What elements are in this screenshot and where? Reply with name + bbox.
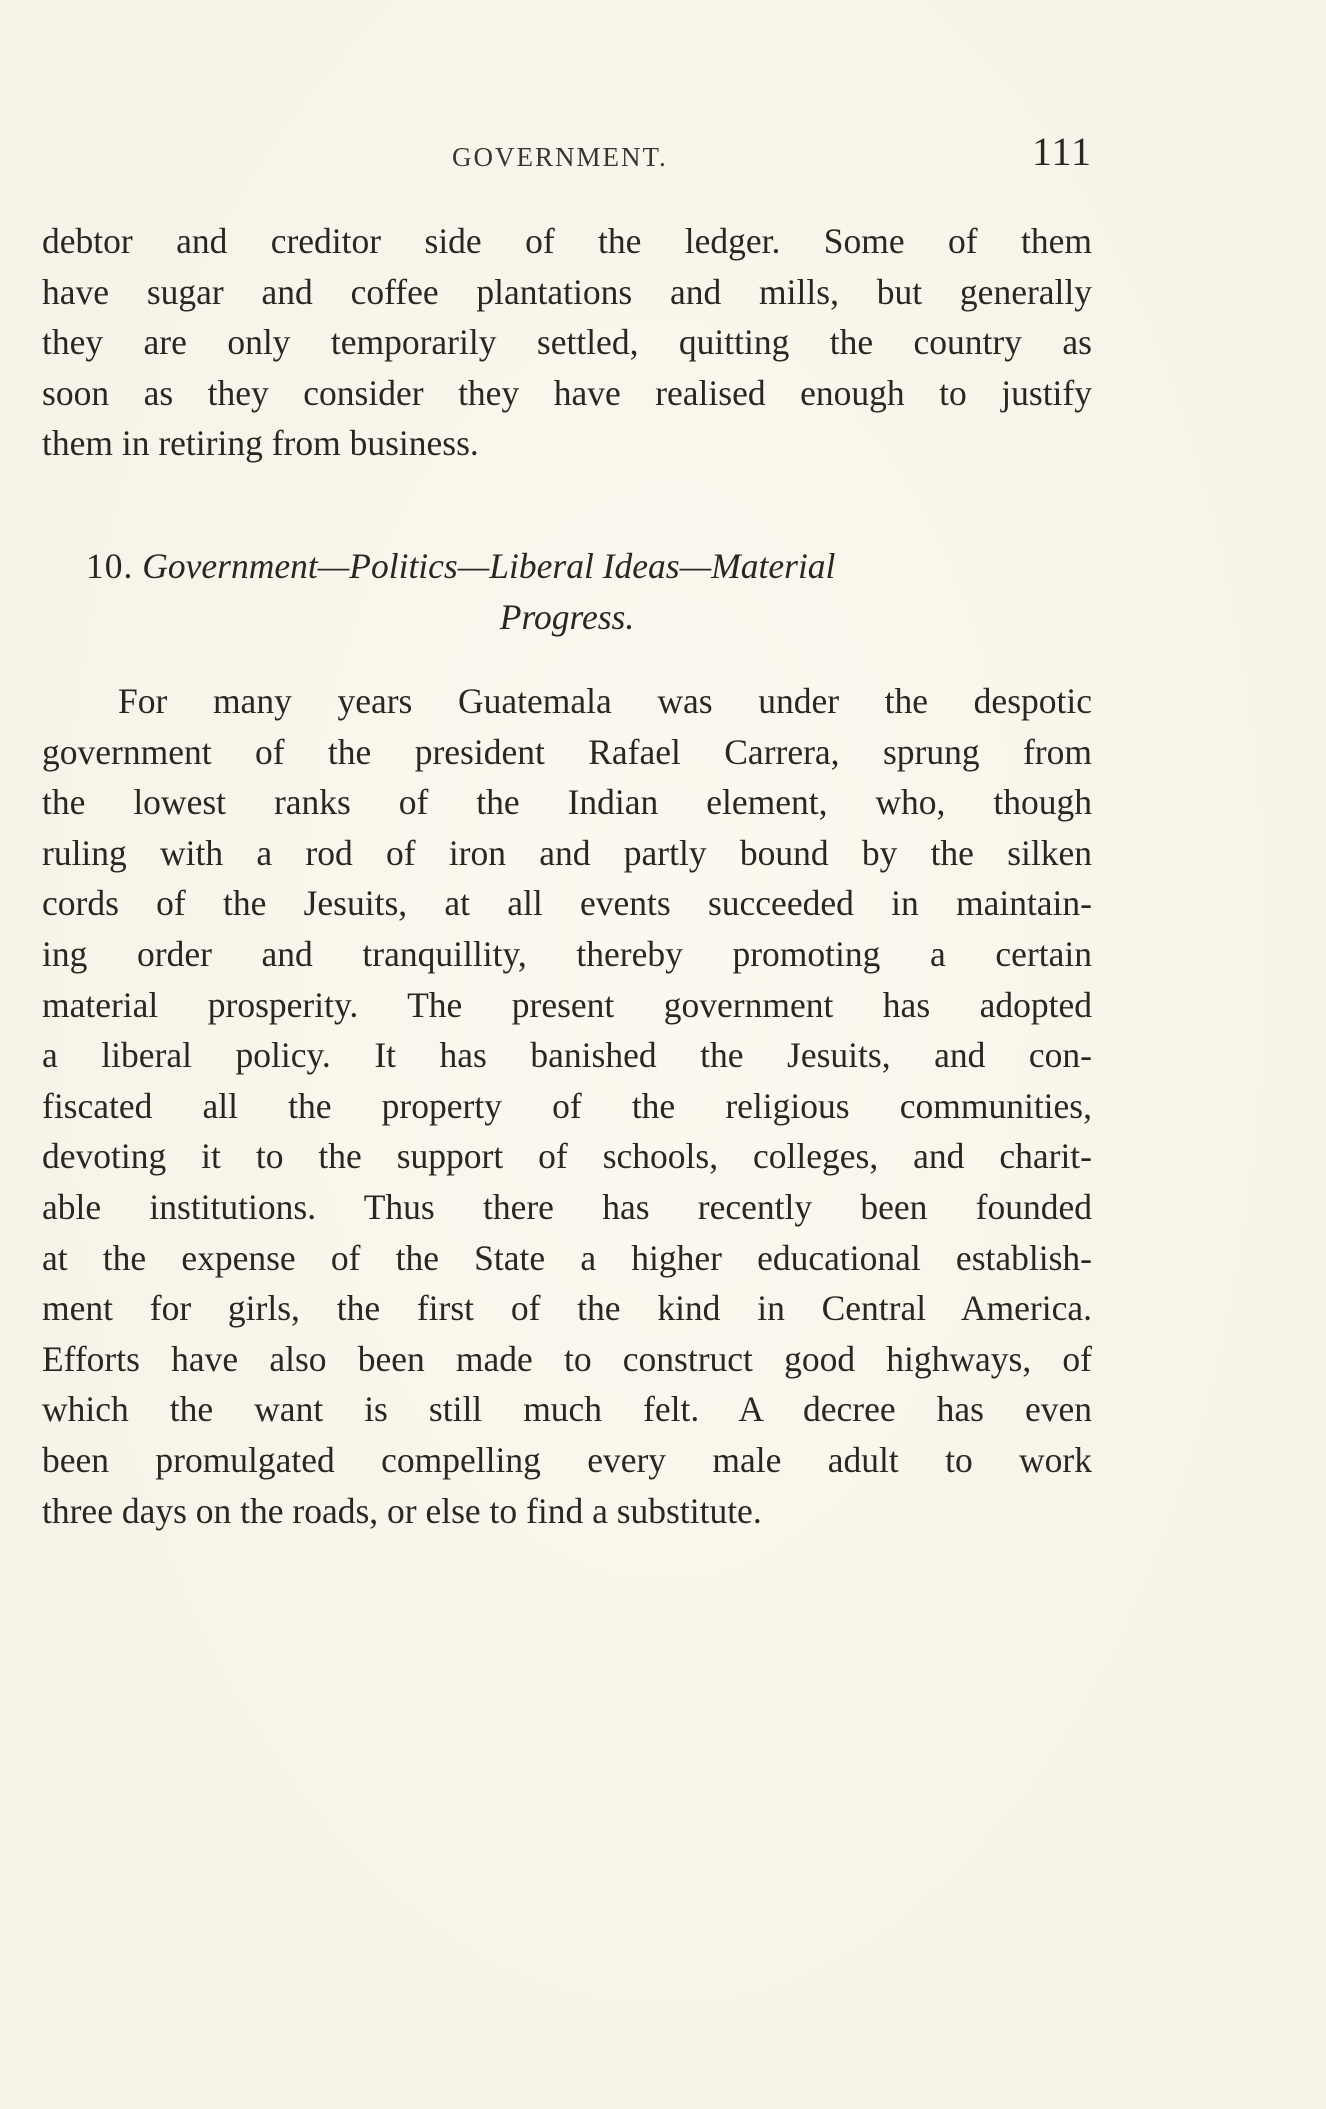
text-line: which the want is still much felt. A decree has even bbox=[42, 1389, 1092, 1430]
page-header bbox=[42, 128, 1092, 178]
text-line: them in retiring from business. bbox=[42, 423, 479, 464]
text-line: three days on the roads, or else to find a substitute. bbox=[42, 1490, 762, 1531]
text-line: devoting it to the support of schools, colleges, and charit- bbox=[42, 1136, 1092, 1177]
running-head: GOVERNMENT. bbox=[452, 142, 668, 172]
text-line: able institutions. Thus there has recently been founded bbox=[42, 1186, 1092, 1227]
text-line: For many years Guatemala was under the despotic bbox=[118, 681, 1092, 721]
text-line: a liberal policy. It has banished the Jesuits, and con- bbox=[42, 1035, 1092, 1076]
text-line: Efforts have also been made to construct good highways, of bbox=[42, 1338, 1092, 1379]
text-line: soon as they consider they have realised enough to justify bbox=[42, 372, 1092, 413]
text-line: ment for girls, the first of the kind in Central America. bbox=[42, 1288, 1092, 1329]
text-line: they are only temporarily settled, quitting the country as bbox=[42, 322, 1092, 363]
section-heading-line-1 bbox=[42, 541, 1092, 592]
text-line: the lowest ranks of the Indian element, who, though bbox=[42, 782, 1092, 823]
paragraph-1 bbox=[42, 216, 1092, 469]
text-line: have sugar and coffee plantations and mills, but generally bbox=[42, 271, 1092, 312]
text-line: government of the president Rafael Carrera, sprung from bbox=[42, 731, 1092, 772]
text-line: cords of the Jesuits, at all events succeeded in maintain- bbox=[42, 883, 1092, 924]
paragraph-2 bbox=[42, 676, 1092, 1536]
text-line: been promulgated compelling every male adult to work bbox=[42, 1439, 1092, 1480]
section-number: 10. bbox=[86, 546, 134, 586]
text-line: ruling with a rod of iron and partly bound by the silken bbox=[42, 832, 1092, 873]
section-heading bbox=[42, 541, 1092, 642]
section-title-line-2: Progress. bbox=[499, 596, 635, 637]
text-line: material prosperity. The present government has adopted bbox=[42, 984, 1092, 1025]
text-line: fiscated all the property of the religious communities, bbox=[42, 1085, 1092, 1126]
text-line: debtor and creditor side of the ledger. Some of them bbox=[42, 221, 1092, 261]
section-title-line-1: Government—Politics—Liberal Ideas—Material bbox=[142, 546, 836, 586]
page-number: 111 bbox=[1031, 129, 1092, 174]
text-line: ing order and tranquillity, thereby promoting a certain bbox=[42, 933, 1092, 974]
text-line: at the expense of the State a higher educational establish- bbox=[42, 1237, 1092, 1278]
